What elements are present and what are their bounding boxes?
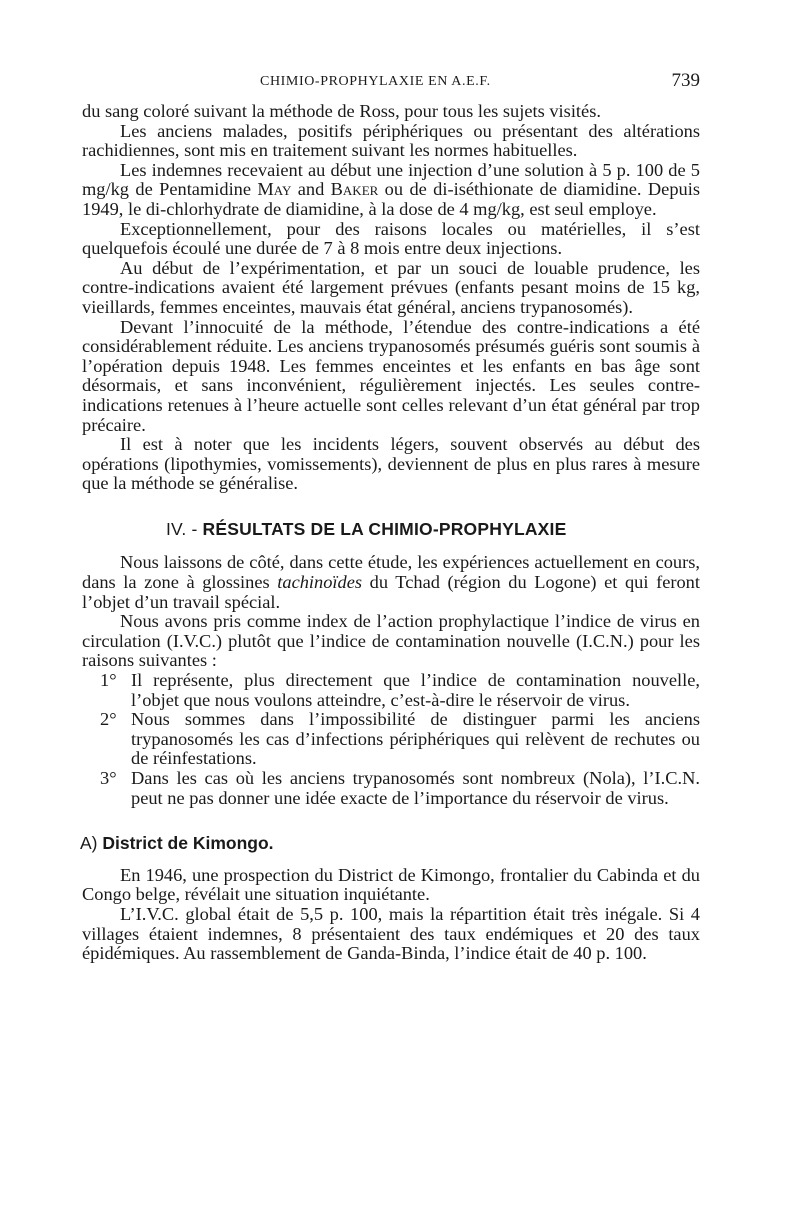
list-marker: 1° [100, 670, 117, 691]
section-number: IV. - [166, 518, 198, 539]
paragraph: du sang coloré suivant la méthode de Ross, pour tous les sujets visités. [82, 101, 601, 121]
paragraph: Devant l’innocuité de la méthode, l’étendue des contre-indications a été considérablement réduite. Les anciens trypanosomés présumés guéris sont soumis à l’opération depuis 1948. Les femmes enceintes et les enfants en bas âge sont désormais, et sans inconvénient, régulièrement injectés. Les seules contre-indications retenues à l’heure actuelle sont celles relevant d’un état général par trop précaire. [82, 316, 700, 435]
paragraph-text: ou de di-iséthionate de diamidine. Depuis 1949, le di-chlorhydrate de diamidine, à la dose de 4 mg/kg, est seul employe. [82, 179, 700, 219]
list-item-text: Il représente, plus directement que l’indice de contamination nouvelle, l’objet que nous voulons atteindre, c’est-à-dire le réservoir de virus. [131, 670, 700, 710]
paragraph: Au début de l’expérimentation, et par un souci de louable prudence, les contre-indications avaient été largement prévues (enfants pesant moins de 15 kg, vieillards, femmes enceintes, mauvais état général, anciens trypanosomés). [82, 257, 700, 317]
running-header [82, 62, 700, 102]
reasons-list [82, 671, 700, 808]
author-name: Baker [330, 179, 379, 200]
paragraph-text: and [291, 179, 331, 200]
list-marker: 3° [100, 768, 117, 788]
page-number: 739 [671, 70, 700, 91]
paragraph: En 1946, une prospection du District de Kimongo, frontalier du Cabinda et du Congo belge, révélait une situation inquiétante. [82, 864, 700, 905]
section-heading [82, 520, 700, 540]
subsection-letter: A) [80, 833, 98, 854]
document-page [82, 62, 700, 964]
paragraph [82, 553, 700, 612]
body-text [82, 102, 700, 964]
paragraph: L’I.V.C. global était de 5,5 p. 100, mais la répartition était très inégale. Si 4 villages étaient indemnes, 8 présentaient des taux endémiques et 20 des taux épidémiques. Au rassemblement de Ganda-Binda, l’indice était de 40 p. 100. [82, 903, 700, 964]
list-item [82, 710, 700, 769]
list-item [82, 769, 700, 808]
list-marker: 2° [100, 709, 117, 730]
running-title: CHIMIO-PROPHYLAXIE EN A.E.F. [260, 74, 491, 89]
paragraph: Nous avons pris comme index de l’action prophylactique l’indice de virus en circulation (I.V.C.) plutôt que l’indice de contamination nouvelle (I.C.N.) pour les raisons suivantes : [82, 611, 700, 671]
subsection-title: District de Kimongo. [102, 833, 274, 854]
list-item-text: Nous sommes dans l’impossibilité de distinguer parmi les anciens trypanosomés les cas d’infections périphériques qui relèvent de rechutes ou de réinfestations. [131, 709, 700, 769]
paragraph-text: Les indemnes recevaient au début une injection d’une solution à 5 p. 100 de 5 mg/kg de Pentamidine [82, 159, 700, 200]
paragraph [82, 161, 700, 220]
paragraph: Exceptionnellement, pour des raisons locales ou matérielles, il s’est quelquefois écoulé une durée de 7 à 8 mois entre deux injections. [82, 218, 700, 259]
italic-term: tachinoïdes [277, 572, 363, 593]
author-name: May [257, 179, 292, 200]
paragraph: Les anciens malades, positifs périphériques ou présentant des altérations rachidiennes, sont mis en traitement suivant les normes habituelles. [82, 120, 700, 161]
section-title: RÉSULTATS DE LA CHIMIO-PROPHYLAXIE [202, 518, 567, 539]
list-item-text: Dans les cas où les anciens trypanosomés sont nombreux (Nola), l’I.C.N. peut ne pas donner une idée exacte de l’importance du réservoir de virus. [131, 768, 700, 808]
subsection-heading [80, 834, 700, 854]
paragraph-text: Nous laissons de côté, dans cette étude, les expériences actuellement en cours, dans la zone à glossines [82, 552, 700, 593]
paragraph: Il est à noter que les incidents légers, souvent observés au début des opérations (lipothymies, vomissements), deviennent de plus en plus rares à mesure que la méthode se généralise. [82, 434, 700, 494]
paragraph-text: du Tchad (région du Logone) et qui feront l’objet d’un travail spécial. [82, 572, 700, 612]
list-item [82, 671, 700, 710]
